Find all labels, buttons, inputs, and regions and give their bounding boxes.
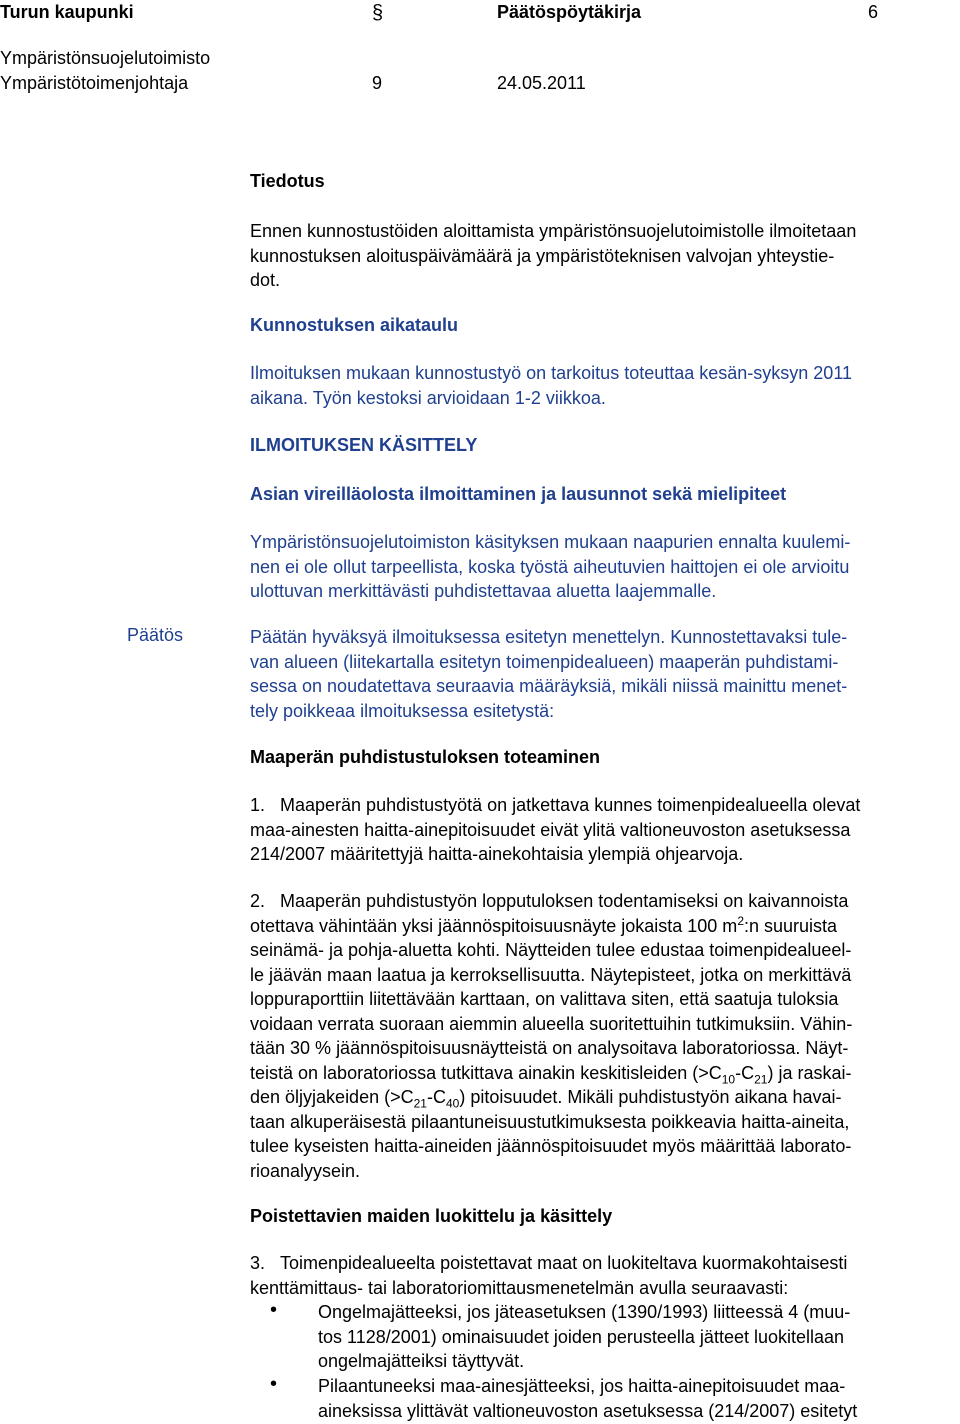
aikataulu-paragraph <box>250 361 955 410</box>
text-line: aikana. Työn kestoksi arvioidaan 1-2 viikkoa. <box>250 387 606 408</box>
item-1 <box>250 793 955 867</box>
paatos-paragraph <box>250 625 955 723</box>
text-line: ulottuvan merkittävästi puhdistettavaa aluetta laajemmalle. <box>250 581 717 601</box>
org-name: Turun kaupunki <box>0 2 134 22</box>
text-line: Ilmoituksen mukaan kunnostustyö on tarkoitus toteuttaa kesän-syksyn 2011 <box>250 363 852 383</box>
subscript: 21 <box>754 1072 768 1087</box>
kasittely-subheading: Asian vireilläolosta ilmoittaminen ja lausunnot sekä mielipiteet <box>250 484 787 504</box>
decision-number: 9 <box>372 73 383 93</box>
text-line: 214/2007 määritettyjä haitta-ainekohtaisia ylempiä ohjearvoja. <box>250 844 744 864</box>
item-number: 2. <box>250 891 266 911</box>
text-line-content: Toimenpidealueelta poistettavat maat on luokiteltava kuormakohtaisesti <box>280 1253 848 1273</box>
text-line: Ongelmajätteeksi, jos jäteasetuksen (1390/1993) liitteessä 4 (muu- <box>318 1302 851 1322</box>
text-line: Päätän hyväksyä ilmoituksessa esitetyn menettelyn. Kunnostettavaksi tule- <box>250 627 848 647</box>
text-line: dot. <box>250 270 281 290</box>
text-line: le jäävän maan laatua ja kerroksellisuutta. Näytepisteet, jotka on merkittävä <box>250 964 852 985</box>
text-fragment: ) pitoisuudet. Mikäli puhdistustyön aikana havai- <box>459 1087 842 1107</box>
text-line: tos 1128/2001) ominaisuudet joiden perusteella jätteet luokitellaan <box>318 1326 845 1347</box>
text-line: rioanalyysein. <box>250 1160 361 1181</box>
text-fragment: otettava vähintään yksi jäännöspitoisuusnäyte jokaista 100 m <box>250 915 738 936</box>
text-line: voidaan verrata suoraan aiemmin alueella suoritettuihin tutkimuksiin. Vähin- <box>250 1013 853 1034</box>
bullet-icon: • <box>270 1373 278 1395</box>
text-line <box>250 1061 955 1086</box>
text-line: taan alkuperäisestä pilaantuneisuustutkimuksesta poikkeavia haitta-aineita, <box>250 1111 850 1132</box>
text-line-content: Maaperän puhdistustyötä on jatkettava kunnes toimenpidealueella olevat <box>280 795 861 815</box>
page-number: 6 <box>868 2 879 22</box>
section-sign: § <box>372 2 384 24</box>
text-line: kenttämittaus- tai laboratoriomittausmenetelmän avulla seuraavasti: <box>250 1277 789 1298</box>
text-line: loppuraporttiin liitettävään karttaan, on valittava siten, että saatuja tuloksia <box>250 989 839 1009</box>
text-line: kunnostuksen aloituspäivämäärä ja ympäristöteknisen valvojan yhteystie- <box>250 245 835 266</box>
text-fragment: -C <box>735 1062 755 1083</box>
text-line-content: Maaperän puhdistustyön lopputuloksen todentamiseksi on kaivannoista <box>280 891 849 911</box>
text-line: seinämä- ja pohja-aluetta kohti. Näytteiden tulee edustaa toimenpidealueel- <box>250 940 852 960</box>
text-line: tely poikkeaa ilmoituksessa esitetystä: <box>250 700 555 721</box>
text-fragment: den öljyjakeiden (>C <box>250 1087 414 1107</box>
item-2 <box>250 889 955 1183</box>
item-number: 1. <box>250 795 266 815</box>
toteaminen-heading: Maaperän puhdistustuloksen toteaminen <box>250 747 601 767</box>
paatos-label: Päätös <box>127 625 184 645</box>
item-3 <box>250 1251 955 1300</box>
bullet-item <box>318 1374 857 1423</box>
text-fragment: ) ja raskai- <box>767 1062 852 1083</box>
text-line: tään 30 % jäännöspitoisuusnäytteistä on analysoitava laboratoriossa. Näyt- <box>250 1038 849 1058</box>
text-line: Ennen kunnostustöiden aloittamista ympäristönsuojelutoimistolle ilmoitetaan <box>250 221 857 241</box>
aikataulu-heading: Kunnostuksen aikataulu <box>250 315 459 335</box>
text-line: van alueen (liitekartalla esitetyn toimenpidealueen) maaperän puhdistami- <box>250 651 839 672</box>
text-line <box>250 889 955 914</box>
superscript: 2 <box>737 913 744 928</box>
subscript: 40 <box>445 1096 460 1111</box>
text-line: aineksissa ylittävät valtioneuvoston asetuksessa (214/2007) esitetyt <box>318 1400 858 1421</box>
tiedotus-heading: Tiedotus <box>250 171 325 191</box>
text-line: nen ei ole ollut tarpeellista, koska työstä aiheutuvien haittojen ei ole arvioitu <box>250 556 850 577</box>
subscript: 21 <box>413 1096 427 1111</box>
text-line <box>250 1251 955 1276</box>
text-fragment: -C <box>426 1087 446 1107</box>
decision-date: 24.05.2011 <box>497 73 586 93</box>
text-line <box>250 1085 955 1110</box>
kasittely-paragraph <box>250 530 955 604</box>
tiedotus-paragraph <box>250 219 955 293</box>
document-type: Päätöspöytäkirja <box>497 2 642 22</box>
kasittely-heading: ILMOITUKSEN KÄSITTELY <box>250 435 478 455</box>
bullet-item <box>318 1300 850 1374</box>
official-title: Ympäristötoimenjohtaja <box>0 73 189 93</box>
text-line: ongelmajätteiksi täyttyvät. <box>318 1351 525 1371</box>
text-line: maa-ainesten haitta-ainepitoisuudet eivät ylitä valtioneuvoston asetuksessa <box>250 819 851 840</box>
subscript: 10 <box>721 1072 736 1087</box>
text-line: Ympäristönsuojelutoimiston käsityksen mukaan naapurien ennalta kuulemi- <box>250 532 851 552</box>
text-line: sessa on noudatettava seuraavia määräyksiä, mikäli niissä mainittu menet- <box>250 676 848 696</box>
text-fragment: :n suuruista <box>744 915 838 936</box>
text-line <box>250 793 955 818</box>
poistettavat-heading: Poistettavien maiden luokittelu ja käsittely <box>250 1206 613 1226</box>
text-line <box>250 914 955 939</box>
text-line: tulee kyseisten haitta-aineiden jäännöspitoisuudet myös määrittää laborato- <box>250 1136 852 1156</box>
unit-name: Ympäristönsuojelutoimisto <box>0 48 211 68</box>
text-line: Pilaantuneeksi maa-ainesjätteeksi, jos haitta-ainepitoisuudet maa- <box>318 1376 846 1396</box>
item-number: 3. <box>250 1253 266 1273</box>
text-fragment: teistä on laboratoriossa tutkittava ainakin keskitisleiden (>C <box>250 1062 722 1083</box>
bullet-icon: • <box>270 1299 278 1321</box>
